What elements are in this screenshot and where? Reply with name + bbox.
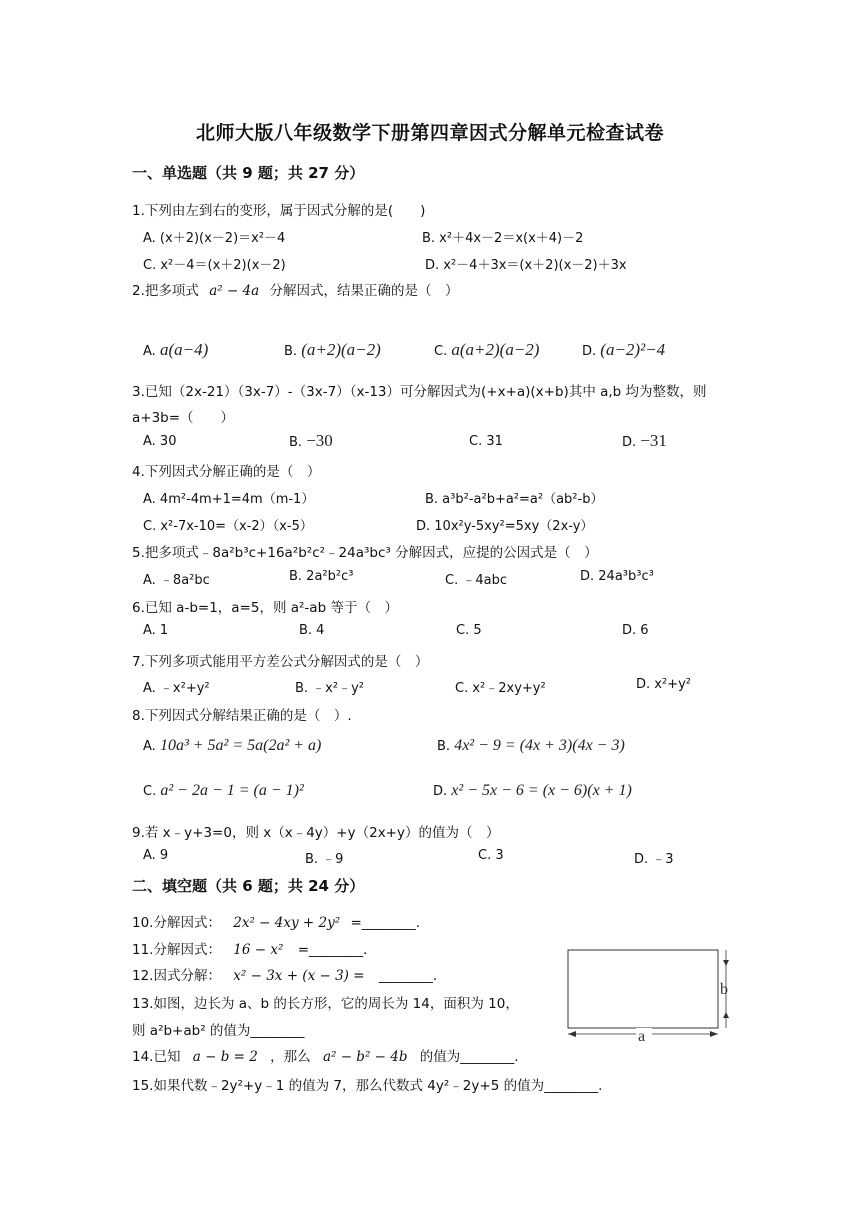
q2-option-c: C. a(a+2)(a−2) — [434, 340, 540, 359]
q8-option-d: D. x² − 5x − 6 = (x − 6)(x + 1) — [433, 782, 632, 799]
figure-label-a: a — [638, 1028, 646, 1045]
q2-option-c-math: a(a+2)(a−2) — [451, 340, 540, 359]
q2-option-d: D. (a−2)²−4 — [582, 340, 666, 359]
figure-a-arrow-left — [568, 1031, 576, 1037]
q7-option-b: B. ﹣x²﹣y² — [295, 681, 364, 696]
q9-option-b: B. ﹣9 — [305, 852, 344, 867]
q10-line: 10.分解因式： 2x² − 4xy + 2y² =________. — [132, 915, 421, 931]
q3-stem-line1: 3.已知（2x-21）（3x-7）-（3x-7）（x-13）可分解因式为(+x+a)(x+b)其中 a,b 均为整数，则 — [132, 384, 707, 400]
q13-line2: 则 a²b+ab² 的值为________ — [132, 1023, 305, 1039]
q1-option-b: B. x²＋4x－2＝x(x＋4)－2 — [422, 231, 584, 246]
q9-option-c: C. 3 — [478, 848, 504, 863]
q7-option-d: D. x²+y² — [636, 677, 691, 692]
q5-option-a: A. ﹣8a²bc — [143, 573, 210, 588]
q1-stem: 1.下列由左到右的变形，属于因式分解的是( ) — [132, 203, 426, 219]
q2-expression: a² − 4a — [209, 283, 260, 299]
q9-option-a: A. 9 — [143, 848, 169, 863]
rectangle-figure — [566, 948, 726, 1048]
q14-expression2: a² − b² − 4b — [322, 1049, 408, 1065]
q11-expression: 16 − x² — [233, 942, 284, 958]
q1-option-a: A. (x＋2)(x－2)＝x²－4 — [143, 231, 286, 246]
q11-line: 11.分解因式： 16 − x² =________. — [132, 942, 368, 958]
q8-option-b: B. 4x² − 9 = (4x + 3)(4x − 3) — [437, 737, 625, 754]
q12-line: 12.因式分解： x² − 3x + (x − 3) = ________. — [132, 968, 438, 984]
figure-rectangle — [568, 950, 718, 1028]
q4-option-b: B. a³b²-a²b+a²=a²（ab²-b） — [425, 492, 604, 507]
q4-option-d: D. 10x²y-5xy²=5xy（2x-y） — [416, 519, 594, 534]
q1-option-d: D. x²－4＋3x＝(x＋2)(x－2)＋3x — [425, 258, 627, 273]
q3-option-b: B. −30 — [289, 431, 333, 450]
q3-stem-line2: a+3b=（ ） — [132, 410, 235, 426]
q8-option-c: C. a² − 2a − 1 = (a − 1)² — [143, 782, 304, 799]
q2-option-a: A. a(a−4) — [143, 340, 209, 359]
q2-option-a-math: a(a−4) — [159, 340, 209, 359]
q4-option-c: C. x²-7x-10=（x-2）（x-5） — [143, 519, 313, 534]
q2-option-b: B. (a+2)(a−2) — [284, 340, 381, 359]
q8-option-b-math: 4x² − 9 = (4x + 3)(4x − 3) — [454, 737, 625, 754]
q5-option-c: C. ﹣4abc — [445, 573, 507, 588]
q10-expression: 2x² − 4xy + 2y² — [233, 915, 341, 931]
q8-option-a-math: 10a³ + 5a² = 5a(2a² + a) — [159, 737, 322, 754]
figure-a-arrow-right — [710, 1031, 718, 1037]
page-title: 北师大版八年级数学下册第四章因式分解单元检查试卷 — [195, 122, 664, 144]
section-heading-fill-blank: 二、填空题（共 6 题；共 24 分） — [132, 877, 365, 895]
q6-stem: 6.已知 a-b=1，a=5，则 a²-ab 等于（ ） — [132, 600, 398, 616]
q4-stem: 4.下列因式分解正确的是（ ） — [132, 464, 321, 480]
q13-line1: 13.如图，边长为 a、b 的长方形，它的周长为 14，面积为 10， — [132, 996, 519, 1012]
q8-option-a: A. 10a³ + 5a² = 5a(2a² + a) — [143, 737, 322, 754]
q2-prefix: 2.把多项式 — [132, 283, 199, 299]
q3-option-b-math: −30 — [306, 431, 333, 450]
q8-stem: 8.下列因式分解结果正确的是（ ）. — [132, 708, 352, 724]
figure-label-b: b — [720, 981, 728, 998]
q8-option-c-math: a² − 2a − 1 = (a − 1)² — [160, 782, 304, 799]
q12-expression: x² − 3x + (x − 3) = — [233, 968, 365, 984]
q5-option-b: B. 2a²b²c³ — [289, 569, 354, 584]
q15-stem: 15.如果代数﹣2y²+y﹣1 的值为 7，那么代数式 4y²﹣2y+5 的值为________. — [132, 1078, 603, 1094]
q1-option-c: C. x²－4＝(x＋2)(x－2) — [143, 258, 286, 273]
q6-option-b: B. 4 — [299, 623, 325, 638]
section-heading-single-choice: 一、单选题（共 9 题；共 27 分） — [132, 164, 365, 182]
q2-stem — [132, 279, 458, 299]
q6-option-c: C. 5 — [456, 623, 482, 638]
q5-stem: 5.把多项式﹣8a²b³c+16a²b²c²﹣24a³bc³ 分解因式，应提的公因式是（ ） — [132, 545, 598, 561]
q7-option-c: C. x²﹣2xy+y² — [455, 681, 546, 696]
q14-expression: a − b = 2 — [192, 1049, 258, 1065]
q3-option-a: A. 30 — [143, 434, 177, 449]
q7-option-a: A. ﹣x²+y² — [143, 681, 210, 696]
q5-option-d: D. 24a³b³c³ — [580, 569, 654, 584]
q3-option-c: C. 31 — [469, 434, 503, 449]
q9-stem: 9.若 x﹣y+3=0，则 x（x﹣4y）+y（2x+y）的值为（ ） — [132, 825, 500, 841]
q14-line: 14.已知 a − b = 2 ，那么 a² − b² − 4b 的值为________. — [132, 1049, 519, 1065]
q6-option-a: A. 1 — [143, 623, 169, 638]
figure-b-arrow-bottom — [723, 1012, 729, 1018]
q3-option-d-math: −31 — [640, 431, 667, 450]
q2-option-b-math: (a+2)(a−2) — [301, 340, 381, 359]
q3-option-d: D. −31 — [622, 431, 667, 450]
q2-suffix: 分解因式，结果正确的是（ ） — [269, 283, 459, 299]
q6-option-d: D. 6 — [622, 623, 649, 638]
figure-b-arrow-top — [723, 960, 729, 966]
q2-option-d-math: (a−2)²−4 — [600, 340, 666, 359]
q9-option-d: D. ﹣3 — [634, 852, 674, 867]
q7-stem: 7.下列多项式能用平方差公式分解因式的是（ ） — [132, 654, 429, 670]
q8-option-d-math: x² − 5x − 6 = (x − 6)(x + 1) — [451, 782, 632, 799]
q4-option-a: A. 4m²-4m+1=4m（m-1） — [143, 492, 315, 507]
